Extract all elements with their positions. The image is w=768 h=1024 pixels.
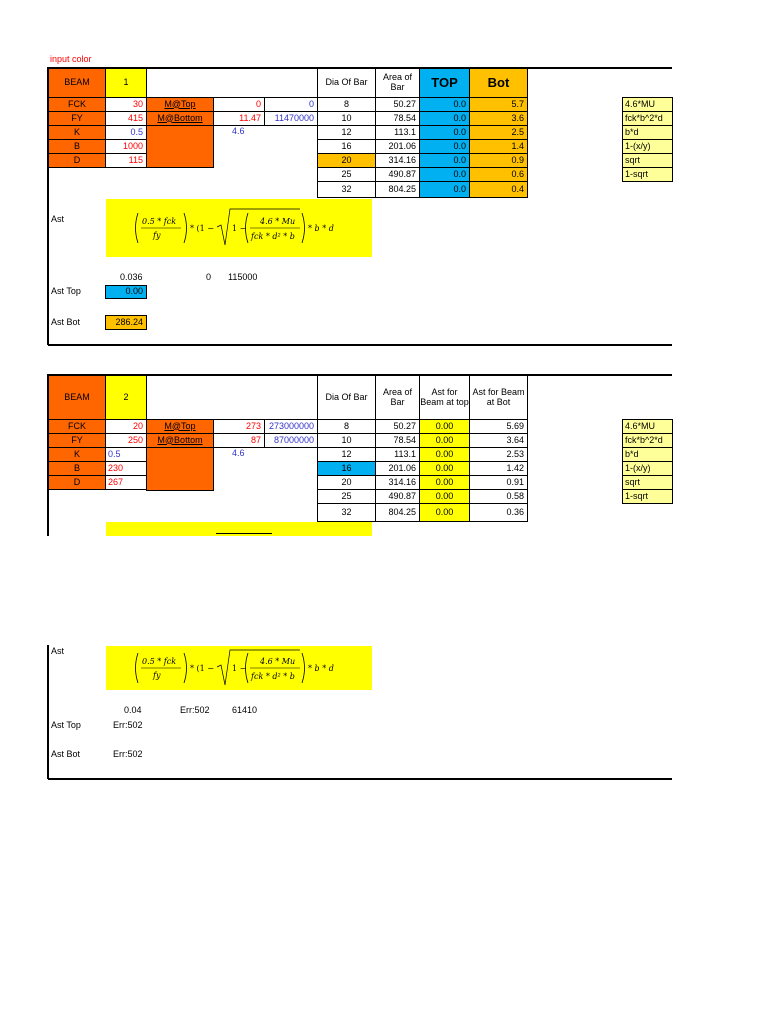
beam2-header-top: Ast for Beam at top [419,375,470,420]
svg-text:0.5 * fck: 0.5 * fck [142,217,177,226]
beam2-legend-item: b*d [622,447,673,462]
beam2-row-bot: 5.69 [469,419,528,434]
beam2-row-area: 490.87 [375,489,420,504]
beam1-row-dia: 25 [317,167,376,182]
beam1-ast-formula [106,199,372,257]
block1-bottom-border [48,344,672,346]
beam1-row-top: 0.0 [419,139,470,154]
beam1-calc-b: 0 [206,272,212,282]
beam1-ast-bot-value: 286.24 [105,315,147,330]
beam1-param-name: FY [48,111,106,126]
beam1-legend-item: fck*b^2*d [622,111,673,126]
beam1-row-area: 490.87 [375,167,420,182]
beam2-param-name: B [48,461,106,476]
beam2-row-area: 78.54 [375,433,420,448]
beam2-param-name: D [48,475,106,490]
beam2-row-bot: 0.58 [469,489,528,504]
beam2-legend-item: 4.6*MU [622,419,673,434]
beam1-row-dia: 8 [317,97,376,112]
beam2-m-top-value[interactable]: 273 [213,419,265,434]
svg-text:* b * d: * b * d [308,224,334,233]
beam1-header-dia: Dia Of Bar [317,68,376,98]
beam2-param-name: K [48,447,106,462]
beam2-row-dia: 10 [317,433,376,448]
input-color-note: input color [50,54,92,64]
beam1-legend-item: 1-sqrt [622,167,673,182]
beam2-orange-block [146,447,214,491]
beam1-row-area: 201.06 [375,139,420,154]
beam1-row-bot: 0.9 [469,153,528,168]
beam1-row-top: 0.0 [419,97,470,112]
beam2-calc-b: Err:502 [180,705,210,715]
beam1-row-bot: 0.6 [469,167,528,182]
beam2-row-dia: 25 [317,489,376,504]
beam1-param-value[interactable]: 0.5 [105,125,147,140]
beam2-row-area: 201.06 [375,461,420,476]
beam1-row-area: 314.16 [375,153,420,168]
beam2-row-dia: 20 [317,475,376,490]
beam2-m-bottom-nmm: 87000000 [264,433,318,448]
beam2-ast-top-label: Ast Top [51,720,81,730]
beam2-param-name: FY [48,433,106,448]
block2-left-border-lower [47,645,49,779]
beam1-param-value[interactable]: 1000 [105,139,147,154]
beam2-calc-a: 0.04 [124,705,142,715]
beam1-m-bottom-label: M@Bottom [146,111,214,126]
beam2-ast-formula [106,646,372,690]
beam2-header-dia: Dia Of Bar [317,375,376,420]
beam1-row-bot: 2.5 [469,125,528,140]
beam2-row-area: 314.16 [375,475,420,490]
beam1-row-bot: 3.6 [469,111,528,126]
beam1-m-bottom-nmm: 11470000 [264,111,318,126]
svg-text:0.5 * fck: 0.5 * fck [142,657,177,666]
beam1-factor: 4.6 [232,126,245,136]
svg-text:fy: fy [153,671,161,680]
beam1-legend-item: sqrt [622,153,673,168]
beam1-ast-top-value: 0.00 [105,285,147,299]
beam1-row-top: 0.0 [419,125,470,140]
beam1-row-dia: 10 [317,111,376,126]
beam2-legend-item: fck*b^2*d [622,433,673,448]
beam2-row-bot: 2.53 [469,447,528,462]
beam1-blank-header [146,68,318,98]
svg-text:4.6 * Mu: 4.6 * Mu [260,657,296,666]
beam2-m-top-label: M@Top [146,419,214,434]
beam1-ast-bot-label: Ast Bot [51,317,81,327]
beam1-m-bottom-value[interactable]: 11.47 [213,111,265,126]
beam1-param-name: B [48,139,106,154]
beam1-legend-item: 4.6*MU [622,97,673,112]
beam2-row-bot: 1.42 [469,461,528,476]
beam1-number-cell[interactable]: 1 [105,68,147,98]
beam1-row-area: 113.1 [375,125,420,140]
beam2-row-top: 0.00 [419,419,470,434]
beam1-header-area: Area of Bar [375,68,420,98]
beam2-row-top: 0.00 [419,503,470,522]
beam1-row-area: 50.27 [375,97,420,112]
beam1-m-top-label: M@Top [146,97,214,112]
beam1-legend-item: b*d [622,125,673,140]
beam2-row-dia: 32 [317,503,376,522]
beam2-row-dia: 8 [317,419,376,434]
beam2-row-dia: 12 [317,447,376,462]
beam1-param-name: K [48,125,106,140]
beam1-row-bot: 5.7 [469,97,528,112]
beam2-row-area: 113.1 [375,447,420,462]
beam2-row-area: 804.25 [375,503,420,522]
svg-text:* b * d: * b * d [308,664,334,673]
svg-text:4.6 * Mu: 4.6 * Mu [260,217,296,226]
beam1-row-dia: 20 [317,153,376,168]
beam1-m-top-value[interactable]: 0 [213,97,265,112]
beam2-m-bottom-label: M@Bottom [146,433,214,448]
beam1-legend-item: 1-(x/y) [622,139,673,154]
svg-text:fck * d² * b: fck * d² * b [251,232,295,241]
beam2-row-bot: 0.36 [469,503,528,522]
svg-text:1 −: 1 − [232,224,247,233]
beam2-header-area: Area of Bar [375,375,420,420]
beam1-row-dia: 32 [317,181,376,198]
beam2-number-cell[interactable]: 2 [105,375,147,420]
beam1-ast-top-label: Ast Top [51,286,81,296]
beam2-param-name: FCK [48,419,106,434]
beam2-row-bot: 3.64 [469,433,528,448]
beam2-calc-c: 61410 [232,705,258,715]
beam2-row-dia: 16 [317,461,376,476]
svg-text:fck * d² * b: fck * d² * b [251,672,295,681]
beam2-legend-item: 1-sqrt [622,489,673,504]
beam2-row-bot: 0.91 [469,475,528,490]
beam2-label-cell: BEAM [48,375,106,420]
beam2-ast-label: Ast [51,646,65,656]
beam2-ast-bot-label: Ast Bot [51,749,81,759]
beam2-m-top-nmm: 273000000 [264,419,318,434]
beam1-row-area: 804.25 [375,181,420,198]
beam2-param-value[interactable]: 0.5 [105,447,147,462]
beam1-row-dia: 12 [317,125,376,140]
block2-bottom-border [48,778,672,780]
beam1-param-value[interactable]: 30 [105,97,147,112]
beam2-header-bot: Ast for Beam at Bot [469,375,528,420]
beam2-param-value[interactable]: 20 [105,419,147,434]
svg-text:* (1 −: * (1 − [190,664,214,673]
beam2-blank-header [146,375,318,420]
beam1-calc-c: 115000 [228,272,258,282]
beam1-param-value[interactable]: 115 [105,153,147,168]
beam1-orange-block [146,125,214,168]
beam2-factor: 4.6 [232,448,245,458]
beam1-row-top: 0.0 [419,111,470,126]
beam1-ast-label: Ast [51,214,65,224]
beam2-legend-item: 1-(x/y) [622,461,673,476]
beam1-row-top: 0.0 [419,167,470,182]
beam2-legend-item: sqrt [622,475,673,490]
beam1-param-name: FCK [48,97,106,112]
beam2-param-value[interactable]: 267 [105,475,147,490]
beam1-header-top: TOP [419,68,470,98]
beam2-ast-bot-value: Err:502 [113,749,143,759]
beam1-row-top: 0.0 [419,181,470,198]
beam2-row-area: 50.27 [375,419,420,434]
svg-text:* (1 −: * (1 − [190,224,214,233]
beam2-row-top: 0.00 [419,475,470,490]
beam1-row-area: 78.54 [375,111,420,126]
beam2-m-bottom-value[interactable]: 87 [213,433,265,448]
beam1-calc-a: 0.036 [120,272,143,282]
beam1-label-cell: BEAM [48,68,106,98]
beam1-row-dia: 16 [317,139,376,154]
svg-text:1 −: 1 − [232,664,247,673]
beam2-formula-fraction-line-cut [216,533,272,534]
beam2-row-top: 0.00 [419,461,470,476]
svg-text:fy: fy [153,231,161,240]
beam2-row-top: 0.00 [419,447,470,462]
beam2-param-value[interactable]: 250 [105,433,147,448]
beam2-ast-top-value: Err:502 [113,720,143,730]
beam1-row-bot: 0.4 [469,181,528,198]
beam1-row-bot: 1.4 [469,139,528,154]
beam1-param-name: D [48,153,106,168]
beam2-row-top: 0.00 [419,433,470,448]
beam1-header-bot: Bot [469,68,528,98]
beam1-m-top-nmm: 0 [264,97,318,112]
beam2-param-value[interactable]: 230 [105,461,147,476]
beam2-row-top: 0.00 [419,489,470,504]
beam1-row-top: 0.0 [419,153,470,168]
beam1-param-value[interactable]: 415 [105,111,147,126]
